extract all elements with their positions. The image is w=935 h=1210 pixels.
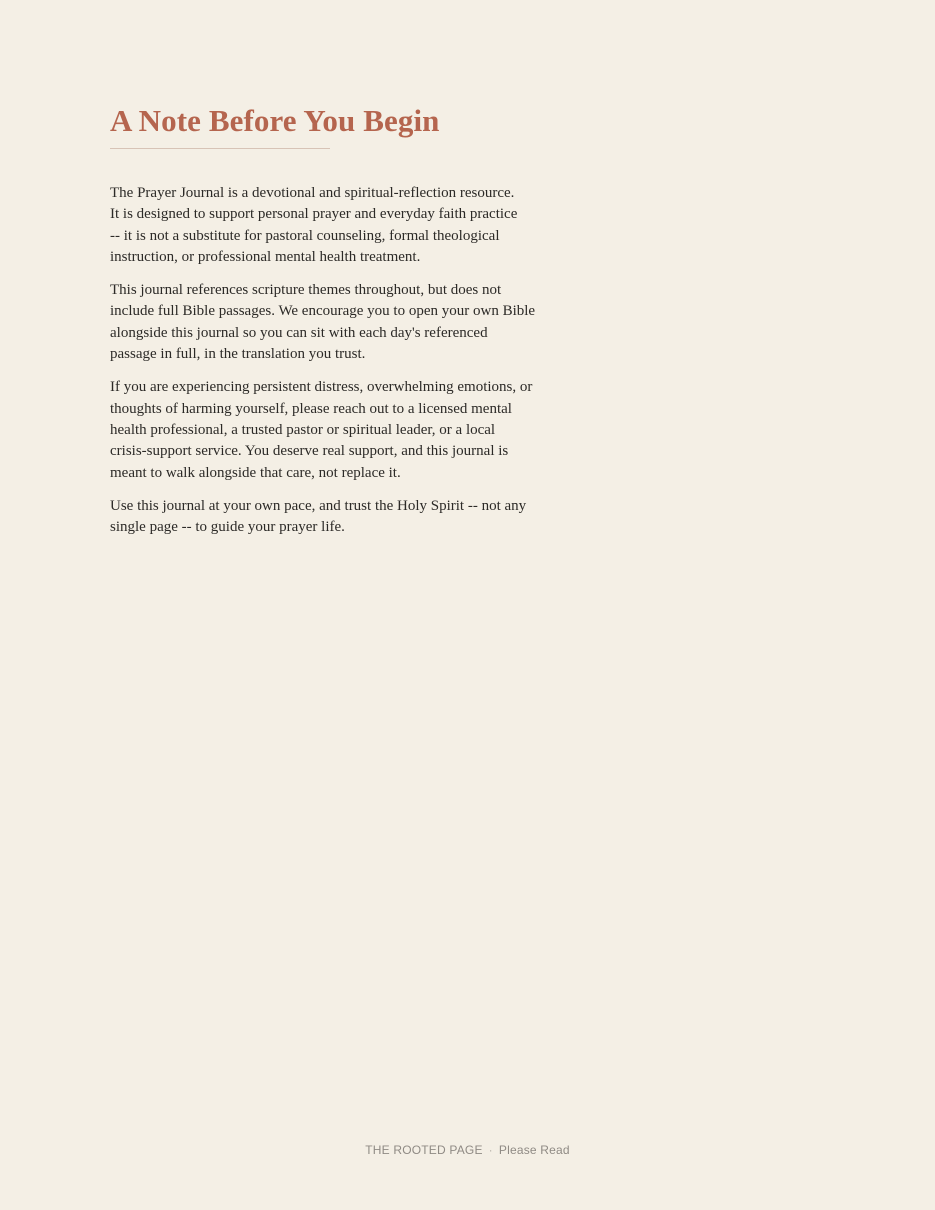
paragraph-scripture-note: This journal references scripture themes throughout, but does not include full Bible passages. We encourage you to open your own Bible alongside this journal so you can sit with each day's referenced passage in full, in the translation you trust. <box>110 282 536 363</box>
paragraph-support-resources: If you are experiencing persistent distress, overwhelming emotions, or thoughts of harming yourself, please reach out to a licensed mental health professional, a trusted pastor or spiritual leader, or a local crisis-support service. You deserve real support, and this journal is meant to walk alongside that care, not replace it. <box>110 379 533 481</box>
footer-section-label: Please Read <box>498 1143 570 1157</box>
title-divider <box>110 148 330 149</box>
footer-brand: THE ROOTED PAGE <box>365 1143 483 1157</box>
footer-separator: · <box>488 1143 493 1157</box>
paragraph-disclaimer: The Prayer Journal is a devotional and spiritual-reflection resource. It is designed to support personal prayer and everyday faith practice -- it is not a substitute for pastoral counseling, formal theological instruction, or professional mental health treatment. <box>110 185 518 265</box>
page-title: A Note Before You Begin <box>110 103 440 138</box>
page-footer <box>0 1143 935 1157</box>
paragraph-closing: Use this journal at your own pace, and trust the Holy Spirit -- not any single page -- to guide your prayer life. <box>110 497 527 536</box>
page-content <box>110 100 550 550</box>
